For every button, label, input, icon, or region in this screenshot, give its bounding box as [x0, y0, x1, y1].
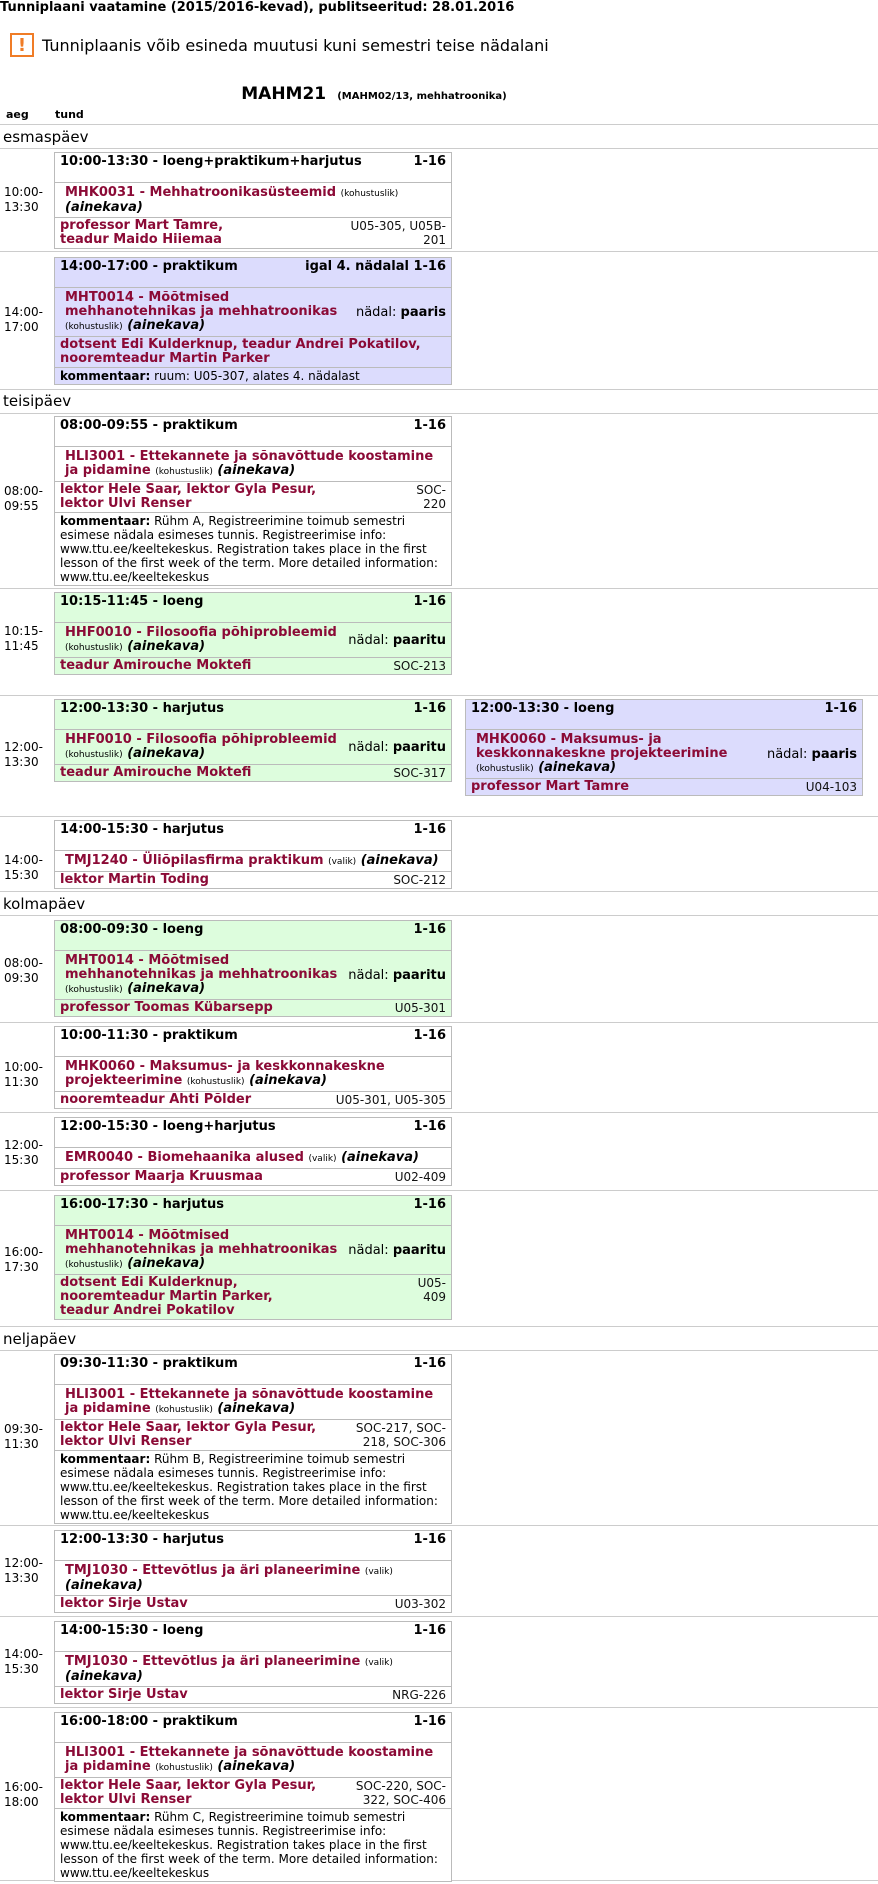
warning-notice	[10, 33, 549, 57]
lesson-header	[55, 258, 451, 288]
divider	[0, 1707, 878, 1708]
comment-label: kommentaar:	[60, 1452, 151, 1466]
lesson-time-type: 12:00-13:30 - harjutus	[60, 701, 224, 716]
course-type: (kohustuslik)	[65, 322, 123, 332]
lesson-header	[55, 417, 451, 447]
teacher-names[interactable]: dotsent Edi Kulderknup, nooremteadur Martin Parker, teadur Andrei Pokatilov	[60, 1275, 273, 1318]
ainekava-link[interactable]: (ainekava)	[65, 1669, 143, 1684]
course-link[interactable]: MHK0031 - Mehhatroonikasüsteemid (kohustuslik) (ainekava)	[65, 185, 399, 215]
course-row	[55, 951, 451, 1000]
lesson-time: 16:00- 17:30	[4, 1245, 43, 1274]
lesson-card	[54, 1026, 452, 1109]
course-link[interactable]: EMR0040 - Biomehaanika alused (valik) (ainekava)	[65, 1150, 419, 1165]
course-name[interactable]: Filosoofia põhiprobleemid	[146, 625, 337, 640]
teacher-names[interactable]: lektor Sirje Ustav	[60, 1596, 188, 1611]
course-name[interactable]: Biomehaanika alused	[147, 1150, 304, 1165]
lesson-time: 12:00- 13:30	[4, 1556, 43, 1585]
course-code[interactable]: EMR0040	[65, 1150, 134, 1165]
lesson-time-type: 10:15-11:45 - loeng	[60, 594, 204, 609]
lesson-card	[54, 1354, 452, 1524]
course-type: (valik)	[364, 1658, 393, 1668]
lesson-card	[54, 699, 452, 782]
course-row	[55, 1652, 451, 1687]
column-header-time: aeg	[6, 108, 29, 121]
course-code[interactable]: HHF0010	[65, 732, 132, 747]
course-link[interactable]: TMJ1030 - Ettevõtlus ja äri planeerimine (valik) (ainekava)	[65, 1563, 393, 1593]
course-row	[55, 183, 451, 218]
lesson-card	[54, 152, 452, 249]
page-title: Tunniplaani vaatamine (2015/2016-kevad), publitseeritud: 28.01.2016	[0, 0, 515, 15]
course-link[interactable]: MHK0060 - Maksumus- ja keskkonnakeskne projekteerimine (kohustuslik) (ainekava)	[65, 1059, 385, 1088]
course-code[interactable]: HLI3001	[65, 449, 126, 464]
course-code[interactable]: MHT0014	[65, 953, 134, 968]
teacher-row	[55, 1596, 451, 1612]
room: SOC-217, SOC- 218, SOC-306	[355, 1421, 446, 1449]
ainekava-link[interactable]: (ainekava)	[65, 200, 143, 215]
course-link[interactable]: HHF0010 - Filosoofia põhiprobleemid (kohustuslik) (ainekava)	[65, 732, 337, 761]
lesson-time: 14:00- 15:30	[4, 853, 43, 882]
room: U05- 409	[417, 1276, 446, 1304]
course-link[interactable]: TMJ1030 - Ettevõtlus ja äri planeerimine (valik) (ainekava)	[65, 1654, 393, 1684]
lesson-time-type: 16:00-18:00 - praktikum	[60, 1714, 238, 1729]
lesson-time: 10:00- 11:30	[4, 1060, 43, 1089]
week-label: nädal:	[348, 967, 389, 983]
course-row	[55, 447, 451, 482]
teacher-row	[55, 218, 451, 248]
course-link[interactable]: HLI3001 - Ettekannete ja sõnavõttude koostamine ja pidamine (kohustuslik) (ainekava)	[65, 1745, 434, 1774]
lesson-header	[55, 921, 451, 951]
lesson-time: 16:00- 18:00	[4, 1780, 43, 1809]
teacher-row	[55, 872, 451, 888]
day-heading-tuesday: teisipäev	[3, 392, 72, 410]
lesson-header	[55, 153, 451, 183]
ainekava-link[interactable]: (ainekava)	[217, 1759, 296, 1774]
course-type: (valik)	[364, 1567, 393, 1577]
divider	[0, 1350, 878, 1351]
divider	[0, 413, 878, 414]
teacher-row	[55, 1000, 451, 1016]
comment-row	[55, 1451, 451, 1523]
course-row	[55, 730, 451, 765]
week-label: nädal:	[766, 746, 808, 762]
lesson-header	[55, 1622, 451, 1652]
course-code[interactable]: TMJ1030	[65, 1563, 128, 1578]
course-code[interactable]: TMJ1240	[65, 853, 128, 868]
ainekava-link[interactable]: (ainekava)	[127, 981, 206, 996]
course-row	[55, 1057, 451, 1092]
week-value: paaris	[400, 304, 446, 320]
lesson-weeks: 1-16	[413, 1356, 446, 1371]
lesson-card	[465, 699, 863, 796]
teacher-names[interactable]: nooremteadur Ahti Põlder	[60, 1092, 252, 1107]
comment-row	[55, 1809, 451, 1881]
lesson-header	[55, 593, 451, 623]
teacher-row	[466, 779, 862, 795]
week-value: paaritu	[392, 739, 446, 755]
exclamation-icon: !	[10, 33, 34, 57]
teacher-row	[55, 1169, 451, 1185]
lesson-card	[54, 820, 452, 889]
course-name[interactable]: Mehhatroonikasüsteemid	[149, 185, 337, 200]
week-parity	[348, 969, 446, 983]
lesson-time: 10:15- 11:45	[4, 624, 43, 653]
divider	[0, 1326, 878, 1327]
course-link[interactable]: MHK0060 - Maksumus- ja keskkonnakeskne projekteerimine (kohustuslik) (ainekava)	[476, 732, 728, 775]
lesson-time: 14:00- 17:00	[4, 305, 43, 334]
lesson-card	[54, 416, 452, 586]
lesson-weeks: 1-16	[413, 701, 446, 716]
divider	[0, 1616, 878, 1617]
lesson-card	[54, 257, 452, 385]
lesson-card	[54, 1117, 452, 1186]
lesson-weeks: 1-16	[413, 1119, 446, 1134]
lesson-time-type: 09:30-11:30 - praktikum	[60, 1356, 238, 1371]
divider	[0, 695, 878, 696]
ainekava-link[interactable]: (ainekava)	[341, 1150, 419, 1165]
week-label: nädal:	[355, 304, 397, 320]
lesson-card	[54, 920, 452, 1017]
teacher-names[interactable]: lektor Hele Saar, lektor Gyla Pesur, lektor Ulvi Renser	[60, 1778, 317, 1807]
teacher-names[interactable]: professor Mart Tamre, teadur Maido Hiiemaa	[60, 218, 224, 247]
teacher-names[interactable]: lektor Hele Saar, lektor Gyla Pesur, lektor Ulvi Renser	[60, 482, 317, 511]
ainekava-link[interactable]: (ainekava)	[538, 760, 617, 775]
teacher-row	[55, 765, 451, 781]
room: SOC-212	[393, 873, 446, 887]
course-link[interactable]: HLI3001 - Ettekannete ja sõnavõttude koostamine ja pidamine (kohustuslik) (ainekava)	[65, 449, 434, 478]
lesson-header	[466, 700, 862, 730]
teacher-names[interactable]: lektor Martin Toding	[60, 872, 209, 887]
lesson-card	[54, 1195, 452, 1320]
teacher-names[interactable]: lektor Hele Saar, lektor Gyla Pesur, lektor Ulvi Renser	[60, 1420, 317, 1449]
lesson-time-type: 14:00-15:30 - harjutus	[60, 822, 224, 837]
week-parity	[348, 634, 446, 648]
lesson-time: 12:00- 15:30	[4, 1138, 43, 1167]
course-name[interactable]: Maksumus- ja keskkonnakeskne projekteerimine	[476, 732, 728, 761]
ainekava-link[interactable]: (ainekava)	[249, 1073, 327, 1088]
week-parity	[767, 748, 857, 762]
room: U05-301, U05-305	[335, 1093, 446, 1107]
ainekava-link[interactable]: (ainekava)	[217, 463, 296, 478]
room: U05-301	[394, 1001, 446, 1015]
column-header-lesson: tund	[55, 108, 84, 121]
ainekava-link[interactable]: (ainekava)	[127, 318, 206, 333]
divider	[0, 816, 878, 817]
course-type: (valik)	[308, 1154, 337, 1164]
divider	[0, 1112, 878, 1113]
teacher-names[interactable]: teadur Amirouche Moktefi	[60, 658, 252, 673]
week-label: nädal:	[348, 739, 389, 755]
lesson-weeks: 1-16	[413, 822, 446, 837]
lesson-time-type: 12:00-13:30 - harjutus	[60, 1532, 224, 1547]
lesson-time-type: 08:00-09:30 - loeng	[60, 922, 204, 937]
course-code[interactable]: HHF0010	[65, 625, 132, 640]
divider	[0, 588, 878, 589]
day-heading-monday: esmaspäev	[3, 128, 89, 146]
lesson-weeks: 1-16	[413, 1197, 446, 1212]
teacher-names[interactable]: professor Maarja Kruusmaa	[60, 1169, 263, 1184]
teacher-names[interactable]: teadur Amirouche Moktefi	[60, 765, 252, 780]
teacher-names[interactable]: lektor Sirje Ustav	[60, 1687, 188, 1702]
week-label: nädal:	[348, 632, 389, 648]
day-heading-wednesday: kolmapäev	[3, 895, 86, 913]
teacher-row	[55, 1275, 451, 1319]
lesson-time: 14:00- 15:30	[4, 1647, 43, 1676]
week-parity	[348, 1244, 446, 1258]
course-row	[55, 1226, 451, 1275]
teacher-row	[55, 658, 451, 674]
lesson-weeks: 1-16	[824, 701, 857, 716]
lesson-time-type: 10:00-13:30 - loeng+praktikum+harjutus	[60, 154, 362, 169]
lesson-header	[55, 1355, 451, 1385]
comment-text: Rühm C, Registreerimine toimub semestri esimese nädala esimeses tunnis. Registreerimise info: www.ttu.ee/keeltekeskus. Registration takes place in the first lesson of the first week of the term. More detailed information: www.ttu.ee/keeltekeskus	[60, 1810, 438, 1880]
course-row	[55, 1148, 451, 1169]
divider	[0, 1525, 878, 1526]
course-name[interactable]: Mõõtmised mehhanotehnikas ja mehhatroonikas	[65, 290, 338, 319]
lesson-time: 12:00- 13:30	[4, 740, 43, 769]
course-type: (kohustuslik)	[476, 764, 534, 774]
week-value: paaritu	[392, 967, 446, 983]
course-code[interactable]: MHK0060	[65, 1059, 136, 1074]
lesson-weeks: 1-16	[413, 1532, 446, 1547]
ainekava-link[interactable]: (ainekava)	[127, 746, 206, 761]
course-type: (kohustuslik)	[65, 1260, 123, 1270]
course-link[interactable]: HLI3001 - Ettekannete ja sõnavõttude koostamine ja pidamine (kohustuslik) (ainekava)	[65, 1387, 434, 1416]
ainekava-link[interactable]: (ainekava)	[217, 1401, 296, 1416]
comment-text: Rühm A, Registreerimine toimub semestri esimese nädala esimeses tunnis. Registreerimise info: www.ttu.ee/keeltekeskus. Registration takes place in the first lesson of the first week of the term. More detailed information: www.ttu.ee/keeltekeskus	[60, 514, 438, 584]
comment-label: kommentaar:	[60, 514, 151, 528]
course-type: (kohustuslik)	[65, 643, 123, 653]
lesson-weeks: 1-16	[413, 1714, 446, 1729]
comment-row	[55, 368, 451, 384]
course-row	[466, 730, 862, 779]
ainekava-link[interactable]: (ainekava)	[360, 853, 439, 868]
course-row	[55, 623, 451, 658]
lesson-weeks: 1-16	[413, 594, 446, 609]
lesson-weeks: 1-16	[413, 922, 446, 937]
course-row	[55, 1743, 451, 1778]
room: U05-305, U05B- 201	[350, 219, 446, 247]
room: SOC-317	[393, 766, 446, 780]
week-value: paaris	[811, 746, 857, 762]
lesson-card	[54, 1621, 452, 1704]
group-name: MAHM21	[241, 84, 327, 104]
course-name[interactable]: Ettekannete ja sõnavõttude koostamine ja pidamine	[65, 1387, 434, 1416]
ainekava-link[interactable]: (ainekava)	[65, 1578, 143, 1593]
lesson-header	[55, 700, 451, 730]
lesson-weeks: 1-16	[413, 418, 446, 433]
lesson-time-type: 16:00-17:30 - harjutus	[60, 1197, 224, 1212]
course-name[interactable]: Maksumus- ja keskkonnakeskne projekteerimine	[65, 1059, 385, 1088]
course-link[interactable]: HHF0010 - Filosoofia põhiprobleemid (kohustuslik) (ainekava)	[65, 625, 337, 654]
course-link[interactable]: MHT0014 - Mõõtmised mehhanotehnikas ja mehhatroonikas (kohustuslik) (ainekava)	[65, 1228, 338, 1271]
lesson-weeks: 1-16	[413, 154, 446, 169]
course-code[interactable]: HLI3001	[65, 1387, 126, 1402]
course-row	[55, 851, 451, 872]
lesson-time-type: 12:00-15:30 - loeng+harjutus	[60, 1119, 276, 1134]
lesson-time: 10:00- 13:30	[4, 185, 43, 214]
lesson-header	[55, 1531, 451, 1561]
week-parity	[348, 741, 446, 755]
room: U04-103	[805, 780, 857, 794]
lesson-card	[54, 1712, 452, 1882]
course-type: (kohustuslik)	[65, 985, 123, 995]
room: SOC- 220	[416, 483, 446, 511]
divider	[0, 891, 878, 892]
teacher-row	[55, 1092, 451, 1108]
course-code[interactable]: MHT0014	[65, 290, 134, 305]
teacher-row	[55, 337, 451, 368]
course-link[interactable]: TMJ1240 - Üliõpilasfirma praktikum (valik) (ainekava)	[65, 853, 439, 868]
lesson-card	[54, 592, 452, 675]
course-name[interactable]: Filosoofia põhiprobleemid	[146, 732, 337, 747]
comment-text: Rühm B, Registreerimine toimub semestri esimese nädala esimeses tunnis. Registreerimise info: www.ttu.ee/keeltekeskus. Registration takes place in the first lesson of the first week of the term. More detailed information: www.ttu.ee/keeltekeskus	[60, 1452, 438, 1522]
course-code[interactable]: HLI3001	[65, 1745, 126, 1760]
lesson-time: 08:00- 09:55	[4, 484, 43, 513]
group-subtitle: (MAHM02/13, mehhatroonika)	[337, 91, 507, 102]
week-value: paaritu	[392, 632, 446, 648]
course-link[interactable]: MHT0014 - Mõõtmised mehhanotehnikas ja mehhatroonikas (kohustuslik) (ainekava)	[65, 290, 338, 333]
course-name[interactable]: Ettekannete ja sõnavõttude koostamine ja pidamine	[65, 1745, 434, 1774]
course-type: (kohustuslik)	[155, 1405, 213, 1415]
divider	[0, 1190, 878, 1191]
teacher-names[interactable]: professor Mart Tamre	[471, 779, 630, 794]
lesson-time-type: 14:00-15:30 - loeng	[60, 1623, 204, 1638]
lesson-weeks: 1-16	[413, 1623, 446, 1638]
course-type: (kohustuslik)	[65, 750, 123, 760]
course-name[interactable]: Mõõtmised mehhanotehnikas ja mehhatroonikas	[65, 1228, 338, 1257]
comment-text: ruum: U05-307, alates 4. nädalast	[154, 369, 360, 383]
course-code[interactable]: MHT0014	[65, 1228, 134, 1243]
course-name[interactable]: Mõõtmised mehhanotehnikas ja mehhatroonikas	[65, 953, 338, 982]
divider	[0, 915, 878, 916]
ainekava-link[interactable]: (ainekava)	[127, 639, 206, 654]
warning-text: Tunniplaanis võib esineda muutusi kuni semestri teise nädalani	[42, 35, 549, 55]
group-heading	[0, 84, 878, 104]
lesson-weeks: igal 4. nädalal 1-16	[305, 259, 446, 274]
course-row	[55, 288, 451, 337]
course-name[interactable]: Üliõpilasfirma praktikum	[142, 853, 324, 868]
course-link[interactable]: MHT0014 - Mõõtmised mehhanotehnikas ja mehhatroonikas (kohustuslik) (ainekava)	[65, 953, 338, 996]
room: U03-302	[394, 1597, 446, 1611]
teacher-row	[55, 1420, 451, 1451]
teacher-row	[55, 1687, 451, 1703]
course-name[interactable]: Ettevõtlus ja äri planeerimine	[142, 1654, 361, 1669]
room: NRG-226	[392, 1688, 446, 1702]
lesson-time: 09:30- 11:30	[4, 1422, 43, 1451]
divider	[0, 251, 878, 252]
course-type: (kohustuslik)	[186, 1077, 245, 1087]
divider	[0, 1022, 878, 1023]
course-row	[55, 1561, 451, 1596]
week-parity	[356, 306, 446, 320]
course-code[interactable]: TMJ1030	[65, 1654, 128, 1669]
lesson-weeks: 1-16	[413, 1028, 446, 1043]
comment-row	[55, 513, 451, 585]
room: U02-409	[394, 1170, 446, 1184]
teacher-row	[55, 482, 451, 513]
lesson-header	[55, 1196, 451, 1226]
course-type: (kohustuslik)	[155, 1763, 213, 1773]
course-code[interactable]: MHK0060	[476, 732, 547, 747]
lesson-time-type: 14:00-17:00 - praktikum	[60, 259, 238, 274]
teacher-names[interactable]: professor Toomas Kübarsepp	[60, 1000, 273, 1015]
lesson-header	[55, 1027, 451, 1057]
course-row	[55, 1385, 451, 1420]
divider	[0, 148, 878, 149]
course-name[interactable]: Ettekannete ja sõnavõttude koostamine ja pidamine	[65, 449, 434, 478]
teacher-row	[55, 1778, 451, 1809]
lesson-card	[54, 1530, 452, 1613]
room: SOC-213	[393, 659, 446, 673]
week-label: nädal:	[348, 1242, 389, 1258]
comment-label: kommentaar:	[60, 369, 151, 383]
course-code[interactable]: MHK0031	[65, 185, 136, 200]
course-name[interactable]: Ettevõtlus ja äri planeerimine	[142, 1563, 361, 1578]
lesson-header	[55, 1713, 451, 1743]
divider	[0, 124, 878, 125]
lesson-time-type: 12:00-13:30 - loeng	[471, 701, 615, 716]
teacher-names[interactable]: dotsent Edi Kulderknup, teadur Andrei Pokatilov, nooremteadur Martin Parker	[60, 337, 421, 366]
comment-label: kommentaar:	[60, 1810, 151, 1824]
course-type: (kohustuslik)	[155, 467, 213, 477]
lesson-time: 08:00- 09:30	[4, 956, 43, 985]
lesson-header	[55, 1118, 451, 1148]
divider	[0, 389, 878, 390]
room: SOC-220, SOC- 322, SOC-406	[355, 1779, 446, 1807]
week-value: paaritu	[392, 1242, 446, 1258]
day-heading-thursday: neljapäev	[3, 1330, 77, 1348]
course-type: (kohustuslik)	[340, 189, 399, 199]
course-type: (valik)	[328, 857, 357, 867]
lesson-time-type: 10:00-11:30 - praktikum	[60, 1028, 238, 1043]
ainekava-link[interactable]: (ainekava)	[127, 1256, 206, 1271]
lesson-time-type: 08:00-09:55 - praktikum	[60, 418, 238, 433]
lesson-header	[55, 821, 451, 851]
